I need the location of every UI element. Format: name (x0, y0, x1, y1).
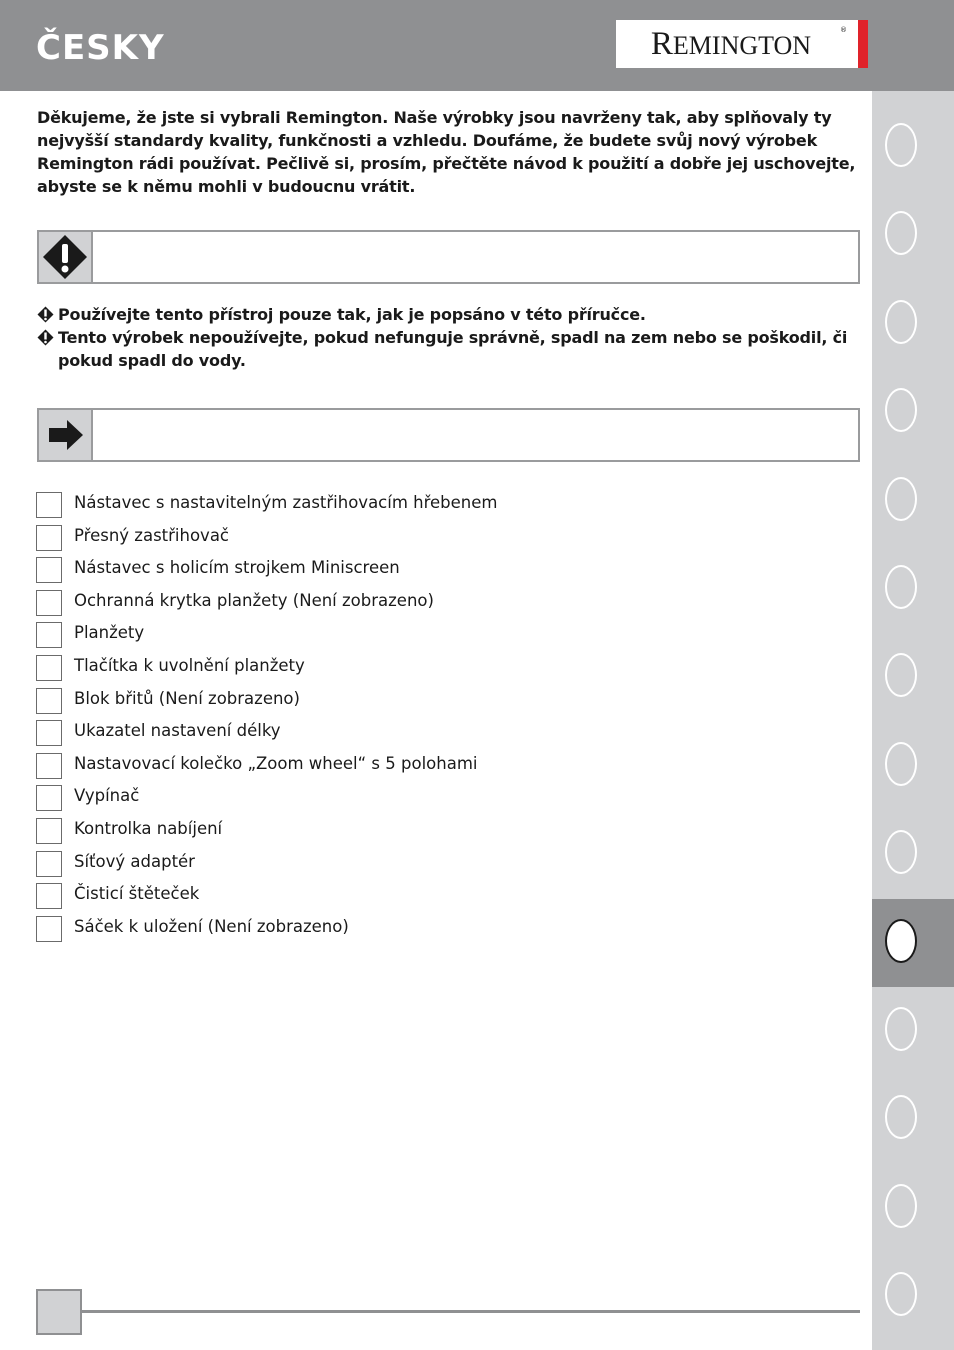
checkbox[interactable] (36, 525, 62, 551)
part-label: Blok břitů (Není zobrazeno) (74, 688, 300, 708)
warning-text: Tento výrobek nepoužívejte, pokud nefunguje správně, spadl na zem nebo se poškodil, či pokud spadl do vody. (58, 328, 848, 370)
part-label: Nastavovací kolečko „Zoom wheel“ s 5 polohami (74, 753, 478, 773)
language-tab[interactable] (872, 810, 954, 898)
tab-circle-icon (885, 477, 917, 521)
warning-item (37, 303, 857, 326)
footer-rule (82, 1310, 860, 1313)
part-label: Síťový adaptér (74, 851, 195, 871)
checkbox[interactable] (36, 622, 62, 648)
tab-circle-icon (885, 1095, 917, 1139)
warning-bullet-icon (37, 306, 54, 323)
tab-circle-icon (885, 830, 917, 874)
remington-logo (616, 20, 868, 68)
language-tab[interactable] (872, 1075, 954, 1163)
warning-bullet-icon (37, 329, 54, 346)
checkbox[interactable] (36, 753, 62, 779)
list-item (36, 751, 736, 779)
language-tab[interactable] (872, 103, 954, 191)
language-tab[interactable] (872, 545, 954, 633)
list-item (36, 914, 736, 942)
checkbox[interactable] (36, 883, 62, 909)
list-item (36, 783, 736, 811)
tab-circle-icon (885, 1007, 917, 1051)
intro-paragraph: Děkujeme, že jste si vybrali Remington. Naše výrobky jsou navrženy tak, aby splňovaly ty nejvyšší standardy kvality, funkčnosti a vzhledu. Doufáme, že budete svůj nový výrobek Remington rádi používat. Pečlivě si, prosím, přečtěte návod k použití a dobře jej uschovejte, abyste se k němu mohli v budoucnu vrátit. (37, 108, 856, 196)
warnings-list (37, 303, 857, 372)
checkbox[interactable] (36, 557, 62, 583)
logo-registered-mark: ® (840, 26, 847, 34)
warning-section-box (37, 230, 860, 284)
warning-icon-cell (39, 232, 93, 282)
list-item (36, 490, 736, 518)
language-tab[interactable] (872, 280, 954, 368)
part-label: Ochranná krytka planžety (Není zobrazeno) (74, 590, 434, 610)
part-label: Sáček k uložení (Není zobrazeno) (74, 916, 349, 936)
logo-wordmark: REMINGTON (650, 26, 812, 62)
checkbox[interactable] (36, 590, 62, 616)
language-tab[interactable] (872, 368, 954, 456)
tab-circle-icon (885, 1184, 917, 1228)
language-tab[interactable] (872, 633, 954, 721)
checkbox[interactable] (36, 851, 62, 877)
checkbox[interactable] (36, 492, 62, 518)
part-label: Planžety (74, 623, 145, 643)
part-label: Vypínač (74, 786, 140, 806)
language-tab[interactable] (872, 191, 954, 279)
tab-circle-icon (885, 742, 917, 786)
tab-circle-icon (885, 1272, 917, 1316)
features-icon-cell (39, 410, 93, 460)
language-tab[interactable] (872, 1252, 954, 1340)
warning-text: Používejte tento přístroj pouze tak, jak je popsáno v této příručce. (58, 305, 646, 324)
list-item (36, 620, 736, 648)
tab-circle-icon (885, 653, 917, 697)
part-label: Nástavec s holicím strojkem Miniscreen (74, 558, 400, 578)
list-item (36, 523, 736, 551)
part-label: Přesný zastřihovač (74, 525, 230, 545)
language-tab[interactable] (872, 899, 954, 987)
warning-diamond-icon (41, 233, 89, 281)
list-item (36, 718, 736, 746)
language-tab[interactable] (872, 722, 954, 810)
warning-item (37, 326, 857, 372)
checkbox[interactable] (36, 818, 62, 844)
list-item (36, 588, 736, 616)
part-label: Kontrolka nabíjení (74, 819, 223, 838)
list-item (36, 686, 736, 714)
language-tab[interactable] (872, 987, 954, 1075)
language-tab[interactable] (872, 1164, 954, 1252)
checkbox[interactable] (36, 655, 62, 681)
logo-red-bar (858, 20, 868, 68)
part-label: Tlačítka k uvolnění planžety (74, 656, 305, 675)
part-label: Čisticí štěteček (74, 884, 200, 904)
language-tab[interactable] (872, 457, 954, 545)
tab-circle-icon (885, 123, 917, 167)
list-item (36, 881, 736, 909)
tab-circle-icon (885, 919, 917, 963)
tab-circle-icon (885, 211, 917, 255)
arrow-right-icon (41, 411, 89, 459)
checkbox[interactable] (36, 916, 62, 942)
tab-circle-icon (885, 565, 917, 609)
checkbox[interactable] (36, 785, 62, 811)
tab-circle-icon (885, 300, 917, 344)
part-label: Nástavec s nastavitelným zastřihovacím hřebenem (74, 493, 498, 512)
page-number-box (36, 1289, 82, 1335)
checkbox[interactable] (36, 720, 62, 746)
list-item (36, 653, 736, 681)
features-section-box (37, 408, 860, 462)
part-label: Ukazatel nastavení délky (74, 721, 281, 741)
checkbox[interactable] (36, 688, 62, 714)
tab-circle-icon (885, 388, 917, 432)
language-tabs-sidebar (872, 91, 954, 1350)
list-item (36, 816, 736, 844)
list-item (36, 849, 736, 877)
list-item (36, 555, 736, 583)
page-header (0, 0, 954, 91)
language-title: ČESKY (36, 28, 165, 68)
